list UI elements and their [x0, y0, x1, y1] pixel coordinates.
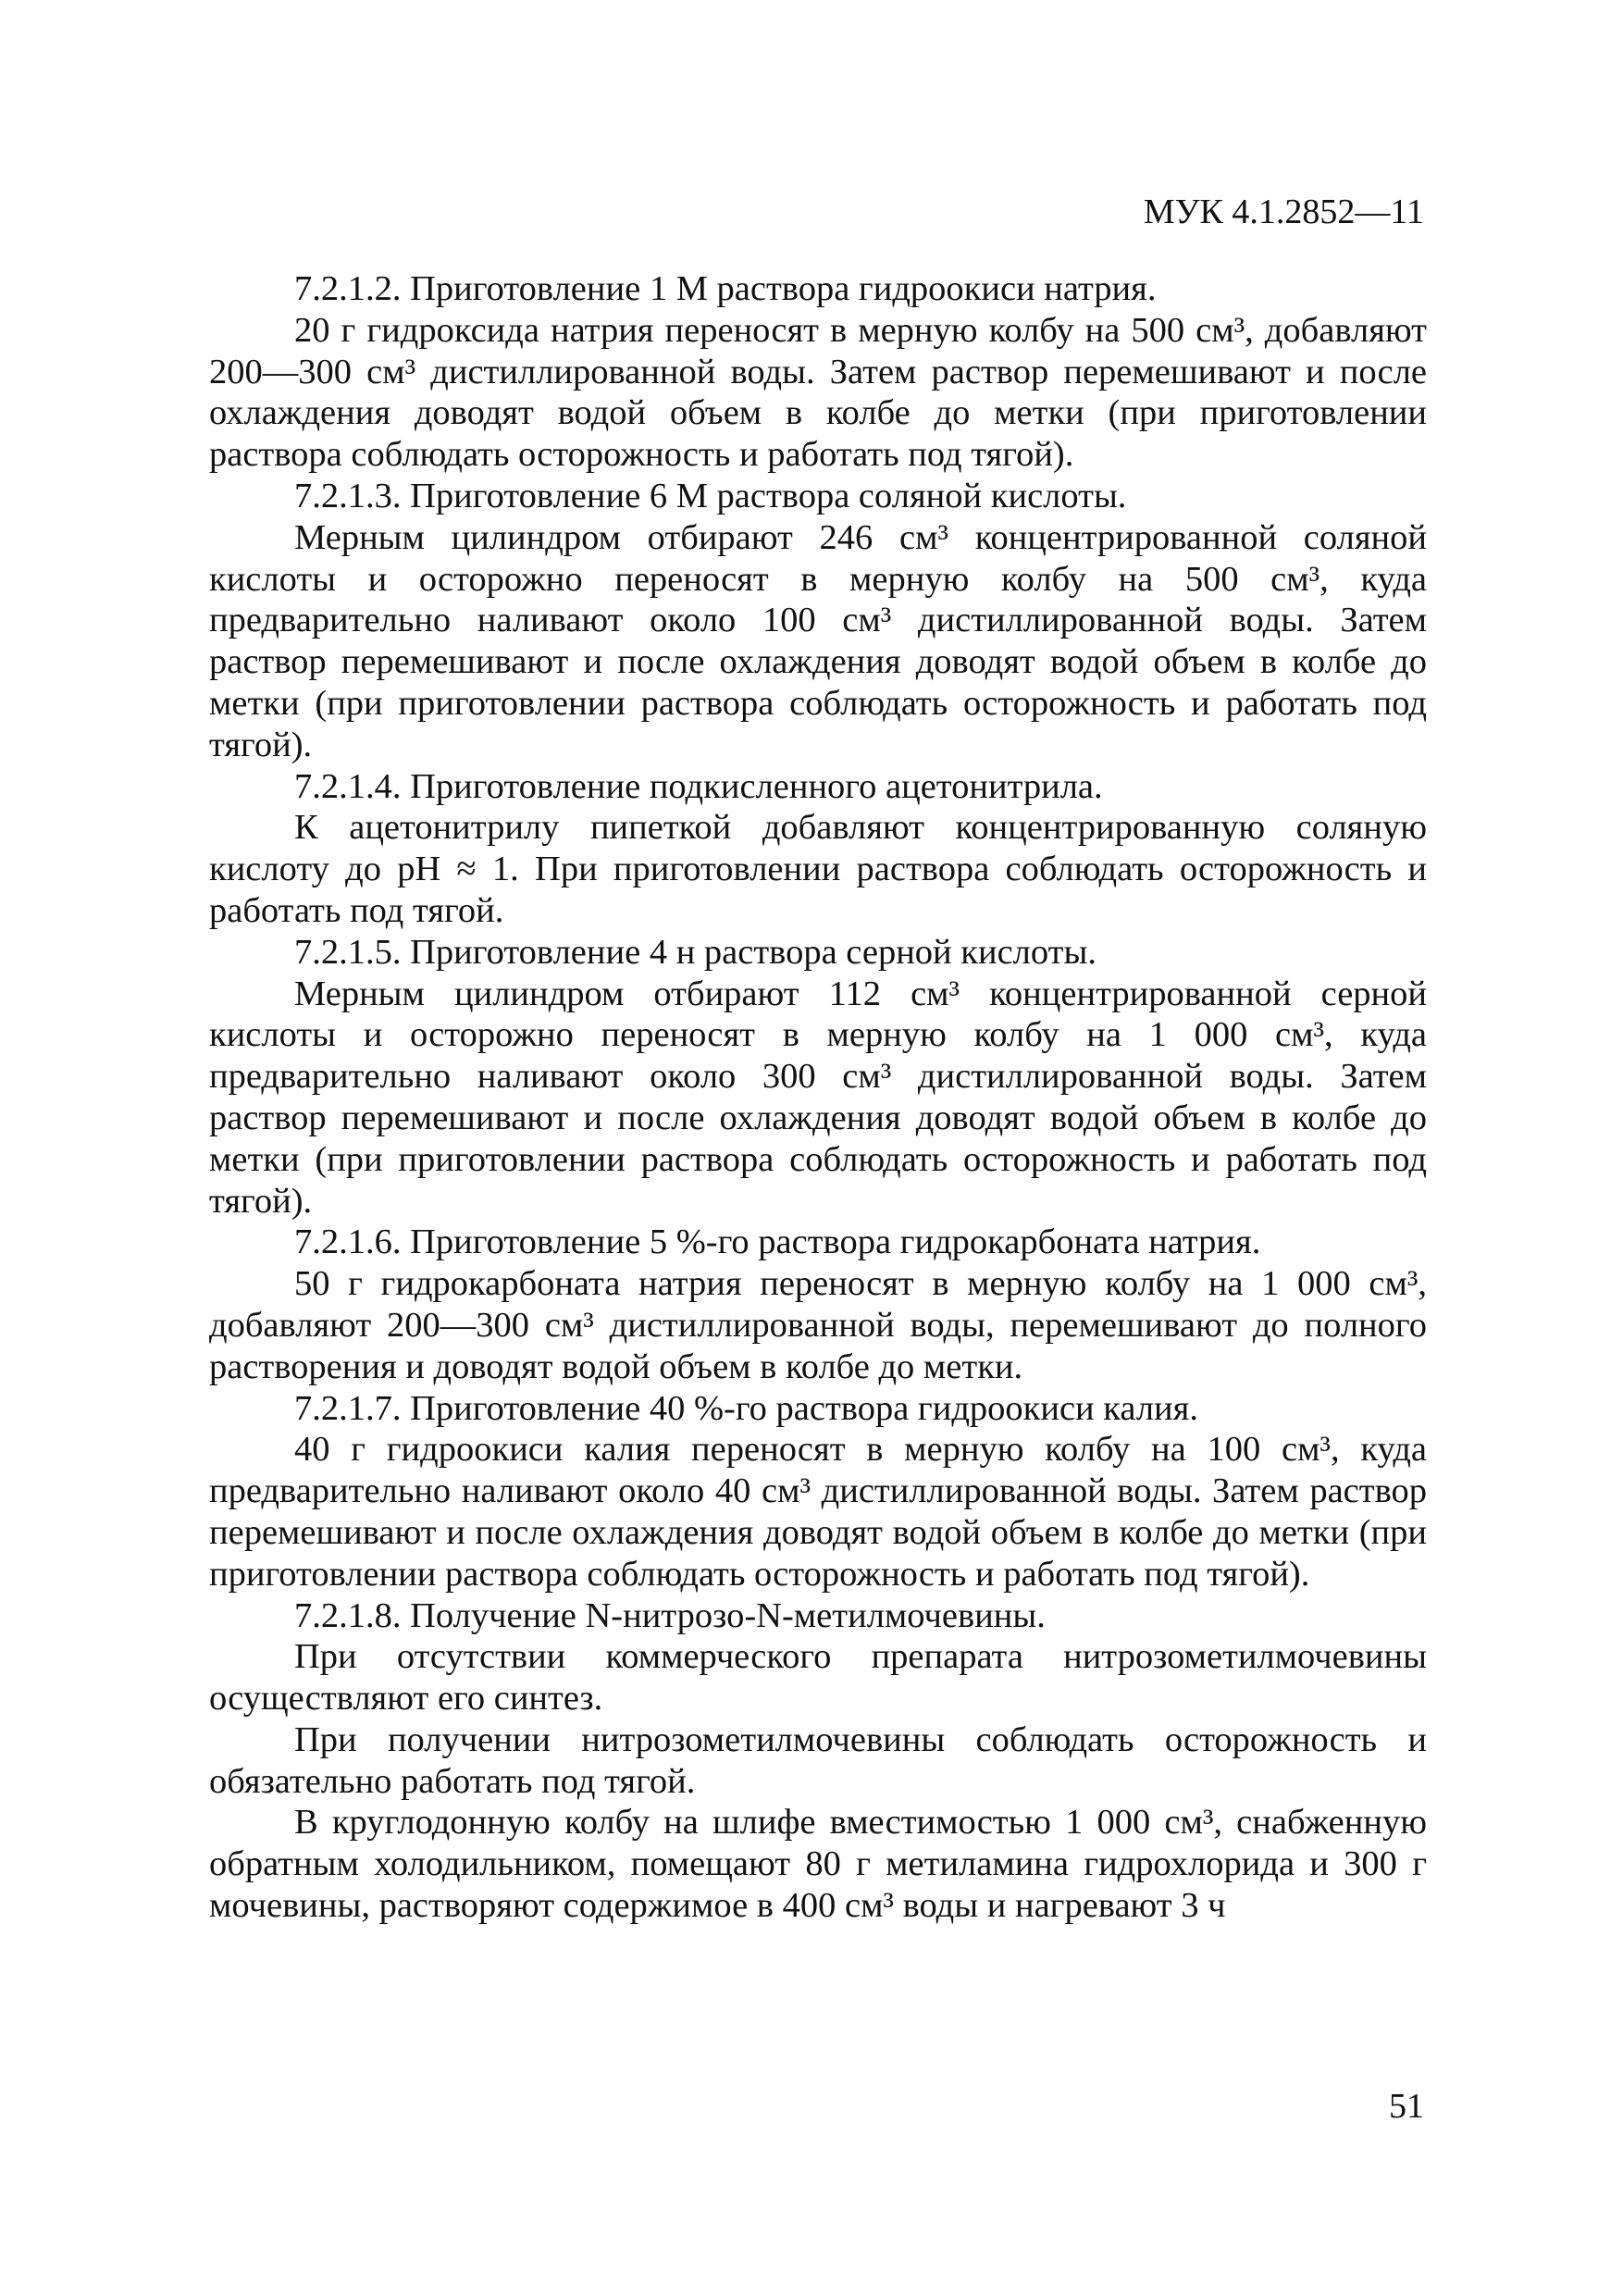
document-code-header: МУК 4.1.2852—11	[1143, 192, 1424, 231]
page-number: 51	[1389, 2087, 1424, 2126]
section-heading-7-2-1-8: 7.2.1.8. Получение N-нитрозо-N-метилмочевины.	[294, 1595, 1046, 1635]
section-heading-7-2-1-2: 7.2.1.2. Приготовление 1 М раствора гидроокиси натрия.	[294, 269, 1157, 308]
section-heading-7-2-1-5: 7.2.1.5. Приготовление 4 н раствора серной кислоты.	[294, 932, 1096, 972]
paragraph: В круглодонную колбу на шлифе вместимостью 1 000 см³, снабженную обратным холодильником, помещают 80 г метиламина гидрохлорида и 300 г мочевины, растворяют содержимое в 400 см³ воды и нагревают 3 ч	[209, 1803, 1427, 1926]
paragraph: 50 г гидрокарбоната натрия переносят в мерную колбу на 1 000 см³, добавляют 200—300 см³ дистиллированной воды, перемешивают до полного растворения и доводят водой объем в колбе до метки.	[209, 1264, 1427, 1386]
paragraph: При получении нитрозометилмочевины соблюдать осторожность и обязательно работать под тягой.	[209, 1719, 1427, 1801]
paragraph: Мерным цилиндром отбирают 112 см³ концентрированной серной кислоты и осторожно переносят в мерную колбу на 1 000 см³, куда предварительно наливают около 300 см³ дистиллированной воды. Затем раствор перемешивают и после охлаждения доводят водой объем в колбе до метки (при приготовлении раствора соблюдать осторожность и работать под тягой).	[209, 974, 1427, 1221]
paragraph: Мерным цилиндром отбирают 246 см³ концентрированной соляной кислоты и осторожно переносят в мерную колбу на 500 см³, куда предварительно наливают около 100 см³ дистиллированной воды. Затем раствор перемешивают и после охлаждения доводят водой объем в колбе до метки (при приготовлении раствора соблюдать осторожность и работать под тягой).	[209, 517, 1427, 764]
section-heading-7-2-1-7: 7.2.1.7. Приготовление 40 %-го раствора гидроокиси калия.	[294, 1388, 1198, 1428]
section-heading-7-2-1-4: 7.2.1.4. Приготовление подкисленного ацетонитрила.	[294, 766, 1103, 806]
document-body	[209, 268, 1427, 1927]
section-heading-7-2-1-6: 7.2.1.6. Приготовление 5 %-го раствора гидрокарбоната натрия.	[294, 1222, 1261, 1262]
paragraph: 40 г гидроокиси калия переносят в мерную колбу на 100 см³, куда предварительно наливают около 40 см³ дистиллированной воды. Затем раствор перемешивают и после охлаждения доводят водой объем в колбе до метки (при приготовлении раствора соблюдать осторожность и работать под тягой).	[209, 1430, 1427, 1594]
paragraph: К ацетонитрилу пипеткой добавляют концентрированную соляную кислоту до pH ≈ 1. При приготовлении раствора соблюдать осторожность и работать под тягой.	[209, 808, 1427, 930]
paragraph: При отсутствии коммерческого препарата нитрозометилмочевины осуществляют его синтез.	[209, 1637, 1427, 1719]
paragraph: 20 г гидроксида натрия переносят в мерную колбу на 500 см³, добавляют 200—300 см³ дистиллированной воды. Затем раствор перемешивают и после охлаждения доводят водой объем в колбе до метки (при приготовлении раствора соблюдать осторожность и работать под тягой).	[209, 310, 1427, 475]
section-heading-7-2-1-3: 7.2.1.3. Приготовление 6 М раствора соляной кислоты.	[294, 476, 1127, 515]
